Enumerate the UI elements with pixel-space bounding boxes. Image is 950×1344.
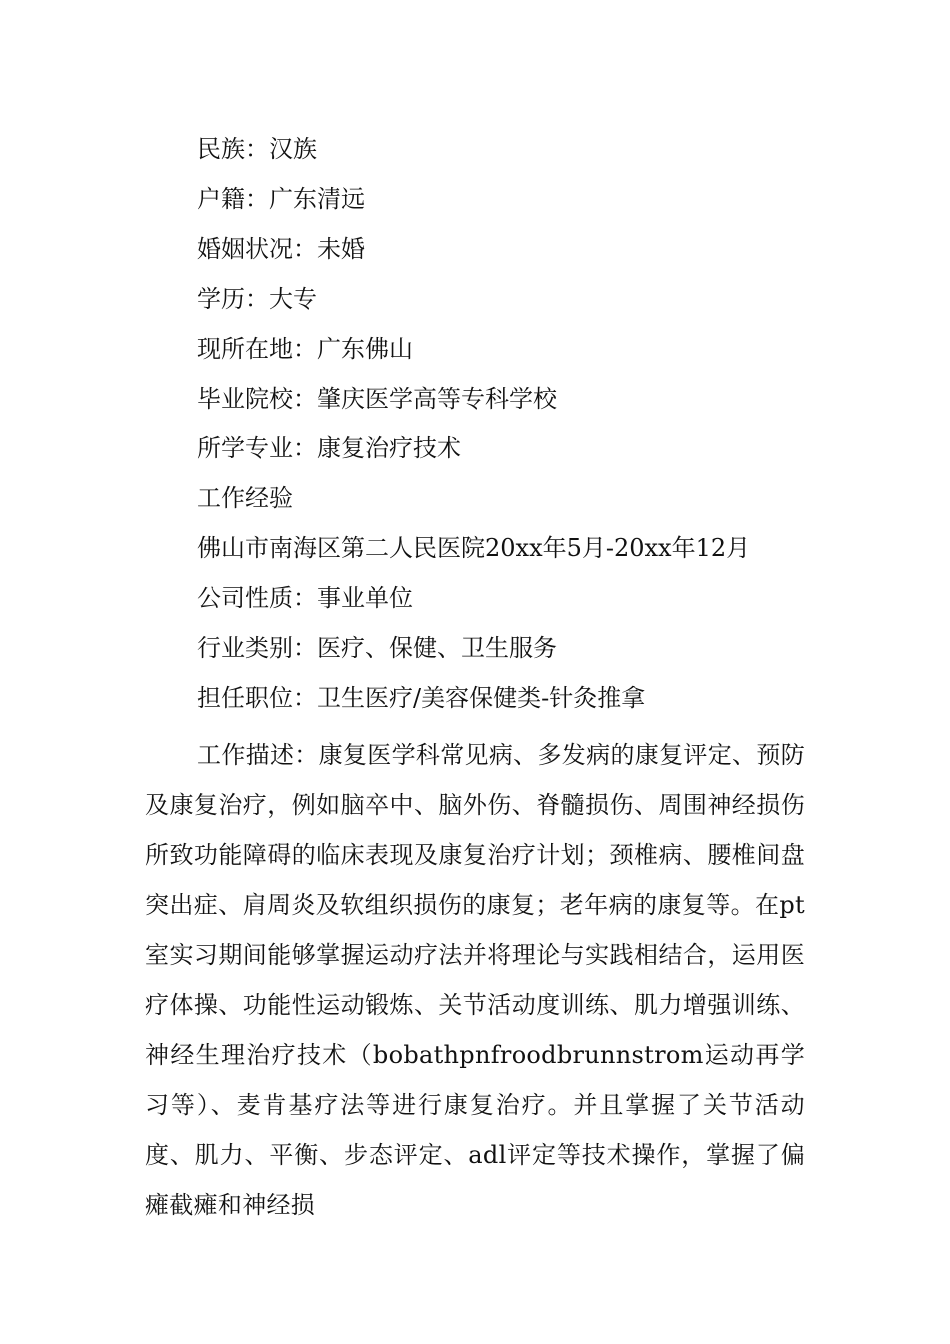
position-line: 担任职位：卫生医疗/美容保健类-针灸推拿: [197, 684, 646, 712]
education-line: 学历：大专: [197, 285, 317, 313]
school-line: 毕业院校：肇庆医学高等专科学校: [197, 385, 557, 413]
household-registration-line: 户籍：广东清远: [197, 185, 365, 213]
major-line: 所学专业：康复治疗技术: [197, 434, 461, 462]
industry-line: 行业类别：医疗、保健、卫生服务: [197, 634, 557, 662]
work-experience-heading: 工作经验: [197, 484, 293, 512]
current-location-line: 现所在地：广东佛山: [197, 335, 413, 363]
marital-status-line: 婚姻状况：未婚: [197, 235, 365, 263]
job-description-paragraph: 工作描述：康复医学科常见病、多发病的康复评定、预防及康复治疗，例如脑卒中、脑外伤、脊髓损伤、周围神经损伤所致功能障碍的临床表现及康复治疗计划；颈椎病、腰椎间盘突出症、肩周炎及软组织损伤的康复；老年病的康复等。在pt室实习期间能够掌握运动疗法并将理论与实践相结合，运用医疗体操、功能性运动锻炼、关节活动度训练、肌力增强训练、神经生理治疗技术（bobathpnfroodbrunnstrom运动再学习等）、麦肯基疗法等进行康复治疗。并且掌握了关节活动度、肌力、平衡、步态评定、adl评定等技术操作，掌握了偏瘫截瘫和神经损: [145, 741, 805, 1219]
company-type-line: 公司性质：事业单位: [197, 584, 413, 612]
ethnicity-line: 民族：汉族: [197, 135, 317, 163]
employer-line: 佛山市南海区第二人民医院20xx年5月-20xx年12月: [197, 534, 751, 562]
